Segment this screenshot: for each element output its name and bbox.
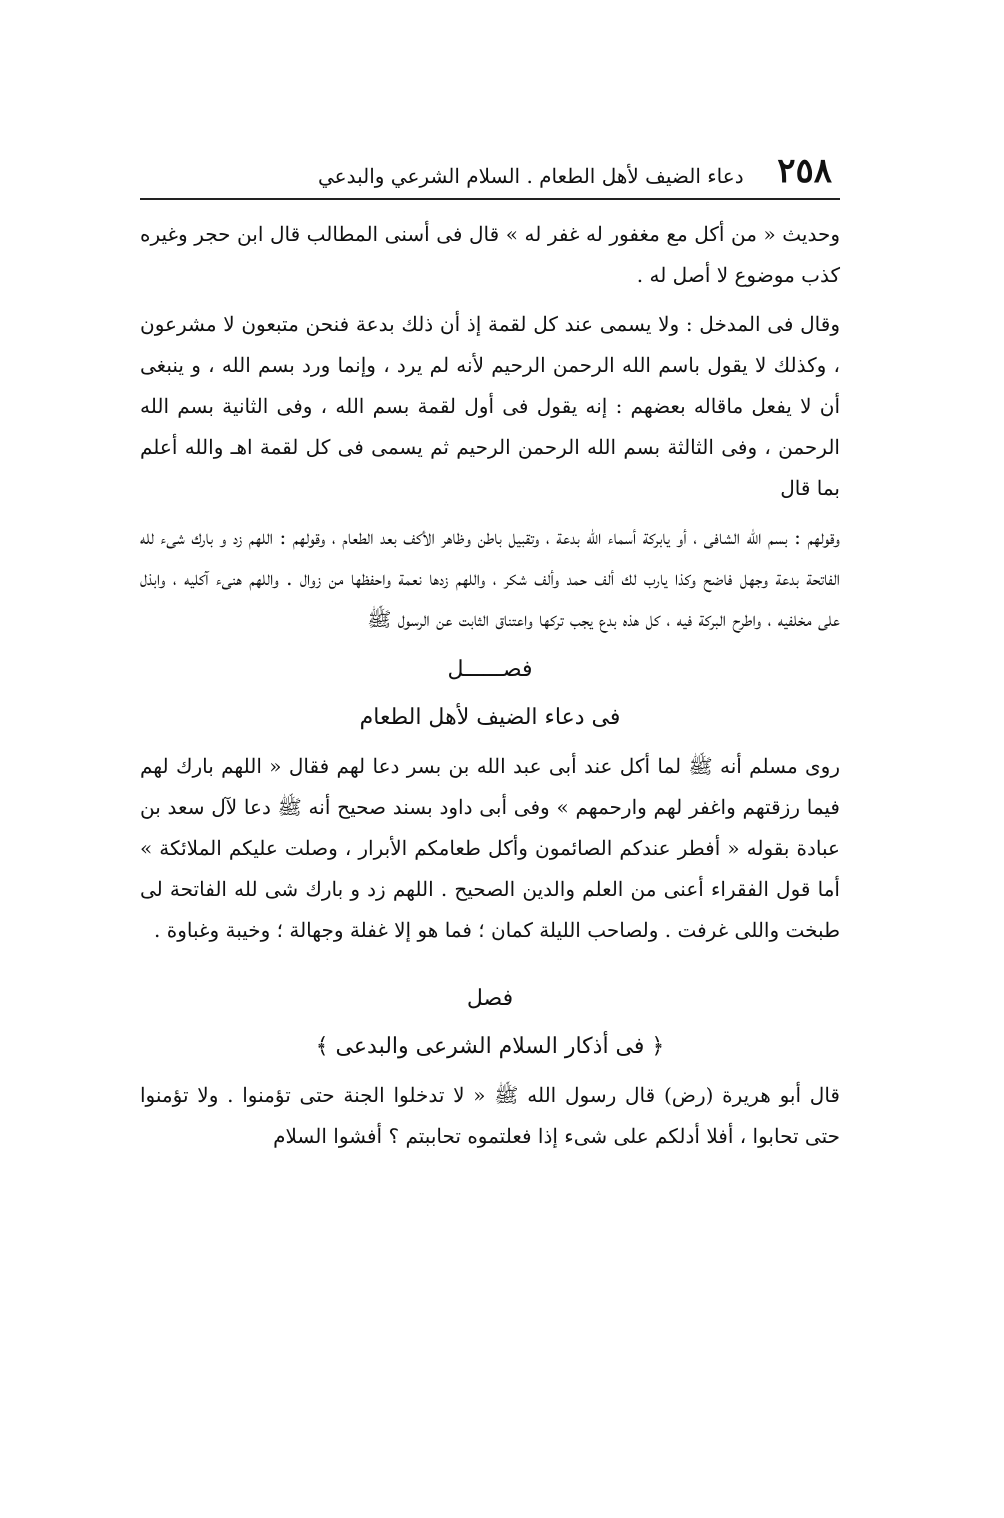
- section-subheading-1: فى دعاء الضيف لأهل الطعام: [359, 705, 621, 730]
- section-subheading-2: ﴿ فى أذكار السلام الشرعى والبدعى ﴾: [315, 1034, 665, 1059]
- spacer: [140, 959, 840, 969]
- running-header-title: دعاء الضيف لأهل الطعام . السلام الشرعي والبدعي: [318, 164, 744, 188]
- section-heading-2: فصل: [466, 986, 514, 1011]
- page-number: ٢٥٨: [777, 151, 832, 191]
- paragraph-hadith-note: وحديث « من أكل مع مغفور له غفر له » قال فى أسنى المطالب قال ابن حجر وغيره كذب موضوع لا أصل له .: [140, 222, 840, 287]
- running-header: [140, 140, 840, 191]
- paragraph-madkhal: وقال فى المدخل : ولا يسمى عند كل لقمة إذ أن ذلك بدعة فنحن متبعون لا مشرعون ، وكذلك لا يقول باسم الله الرحمن الرحيم لأنه لم يرد ، وإنما ورد بسم الله ، و ينبغى أن لا يفعل ماقاله بعضهم : إنه يقول فى أول لقمة بسم الله ، وفى الثانية بسم الله الرحمن ، وفى الثالثة بسم الله الرحمن الرحيم ثم يسمى فى كل لقمة اهـ والله أعلم بما قال: [140, 312, 840, 500]
- paragraph-innovations: وقولهم : بسم الله الشافى ، أو يابركة أسماء الله بدعة ، وتقبيل باطن وظاهر الأكف بعد الطعام ، وقولهم : اللهم زد و بارك شىء لله الفاتحة بدعة وجهل فاضح وكذا يارب لك ألف حمد وألف شكر ، واللهم زدها نعمة واحفظها من زوال . واللهم هنىء آكليه ، وابذل على مخلفيه ، واطرح البركة فيه ، كل هذه بدع يجب تركها واعتناق الثابت عن الرسول ﷺ: [140, 525, 840, 631]
- book-page: [140, 140, 840, 1165]
- section-heading-1: فصــــــل: [447, 657, 533, 682]
- header-divider: [140, 198, 840, 200]
- paragraph-salam: قال أبو هريرة (رض) قال رسول الله ﷺ « لا تدخلوا الجنة حتى تؤمنوا . ولا تؤمنوا حتى تحابوا ، أفلا أدلكم على شىء إذا فعلتموه تحاببتم ؟ أفشوا السلام: [140, 1083, 840, 1148]
- paragraph-guest-dua: روى مسلم أنه ﷺ لما أكل عند أبى عبد الله بن بسر دعا لهم فقال « اللهم بارك لهم فيما رزقتهم واغفر لهم وارحمهم » وفى أبى داود بسند صحيح أنه ﷺ دعا لآل سعد بن عبادة بقوله « أفطر عندكم الصائمون وأكل طعامكم الأبرار ، وصلت عليكم الملائكة » أما قول الفقراء أعنى من العلم والدين الصحيح . اللهم زد و بارك شى لله الفاتحة لى طبخت واللى غرفت . ولصاحب الليلة كمان ؛ فما هو إلا غفلة وجهالة ؛ وخيبة وغباوة .: [140, 754, 840, 942]
